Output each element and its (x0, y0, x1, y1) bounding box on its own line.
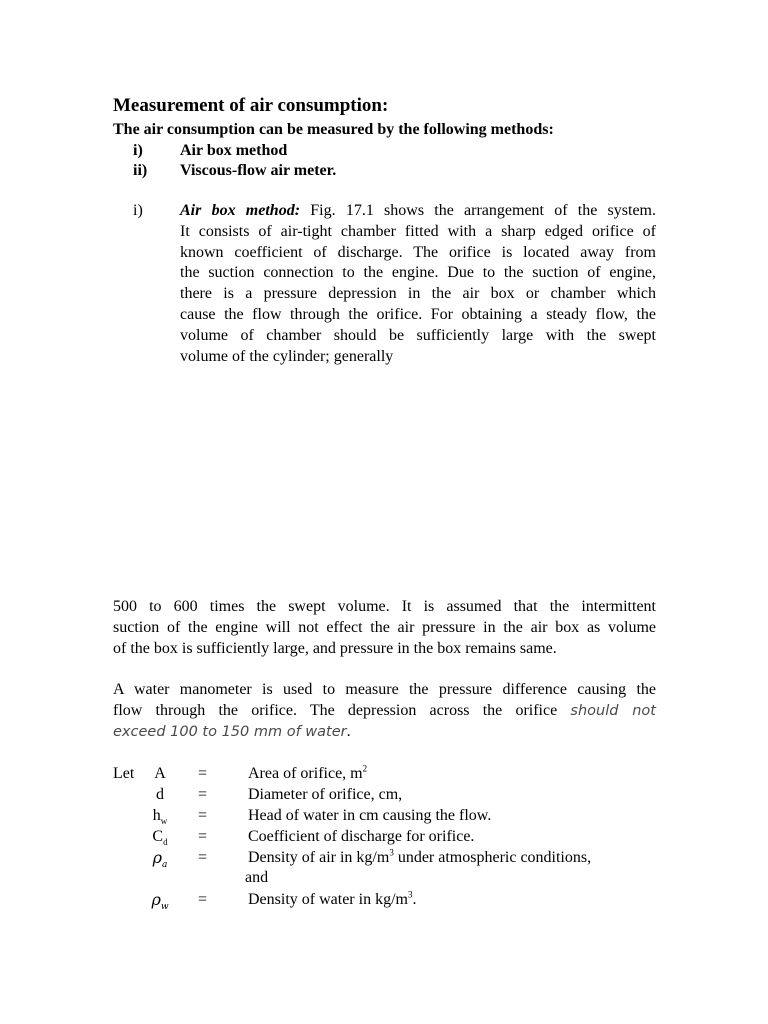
italic-note: should not (570, 702, 656, 719)
paragraph-3 (113, 680, 656, 742)
paragraph-line: volume of the cylinder; generally (180, 347, 394, 365)
let-label: Let (113, 765, 135, 782)
section-1-paragraph (180, 201, 656, 367)
equals-sign: = (198, 891, 208, 908)
symbol-rho-a: $\rho_a$ (152, 848, 168, 871)
method-2-label: Viscous-flow air meter. (180, 162, 337, 179)
definition-rho-a: Density of air in $kg/m^3$ under atmospheric conditions, (248, 847, 592, 866)
intro-text: The air consumption can be measured by the following methods: (113, 121, 554, 138)
paragraph-line: the suction connection to the engine. Due to the suction of engine, (180, 264, 656, 282)
paragraph-line: suction of the engine will not effect the air pressure in the air box as volume (113, 618, 656, 636)
definition-and: and (245, 869, 269, 886)
definition-A: Area of orifice, $m^2$ (248, 763, 368, 782)
equals-sign: = (198, 828, 208, 845)
symbol-A: A (154, 765, 166, 782)
equals-sign: = (198, 807, 208, 824)
italic-note: exceed 100 to 150 mm of water (113, 723, 347, 740)
paragraph-line: Air box method: Fig. 17.1 shows the arrangement of the system. (180, 202, 656, 219)
symbol-Cd: $C_d$ (152, 828, 168, 848)
paragraph-line: of the box is sufficiently large, and pressure in the box remains same. (113, 639, 557, 657)
definition-Cd: Coefficient of discharge for orifice. (248, 828, 475, 845)
section-1-number: i) (133, 202, 143, 219)
definition-hw: Head of water in cm causing the flow. (248, 807, 492, 824)
definition-rho-w: Density of water in $kg/m^3$. (248, 889, 417, 908)
symbol-d: d (156, 786, 164, 803)
definition-d: Diameter of orifice, cm, (248, 786, 403, 803)
method-1-number: i) (133, 142, 143, 159)
paragraph-line: volume of chamber should be sufficiently large with the swept (180, 326, 656, 344)
paragraph-line: cause the flow through the orifice. For obtaining a steady flow, the (180, 305, 656, 323)
paragraph-line: there is a pressure depression in the air box or chamber which (180, 285, 656, 303)
method-1-label: Air box method (180, 142, 288, 159)
equals-sign: = (198, 786, 208, 803)
paragraph-line: A water manometer is used to measure the pressure difference causing the (113, 681, 656, 698)
method-2-number: ii) (133, 162, 148, 179)
section-1-title: Air box method: (180, 202, 301, 219)
equals-sign: = (198, 765, 208, 782)
paragraph-line: flow through the orifice. The depression across the orifice should not (113, 701, 656, 719)
paragraph-2 (113, 597, 656, 659)
page-heading: Measurement of air consumption: (113, 95, 389, 116)
paragraph-line: exceed 100 to 150 mm of water. (113, 722, 351, 740)
paragraph-line: known coefficient of discharge. The orifice is located away from (180, 243, 656, 261)
symbol-hw: $h_w$ (152, 807, 168, 827)
symbol-rho-w: $\rho_w$ (151, 890, 169, 913)
paragraph-line: It consists of air-tight chamber fitted with a sharp edged orifice of (180, 222, 656, 240)
equals-sign: = (198, 849, 208, 866)
paragraph-line: 500 to 600 times the swept volume. It is assumed that the intermittent (113, 598, 656, 615)
